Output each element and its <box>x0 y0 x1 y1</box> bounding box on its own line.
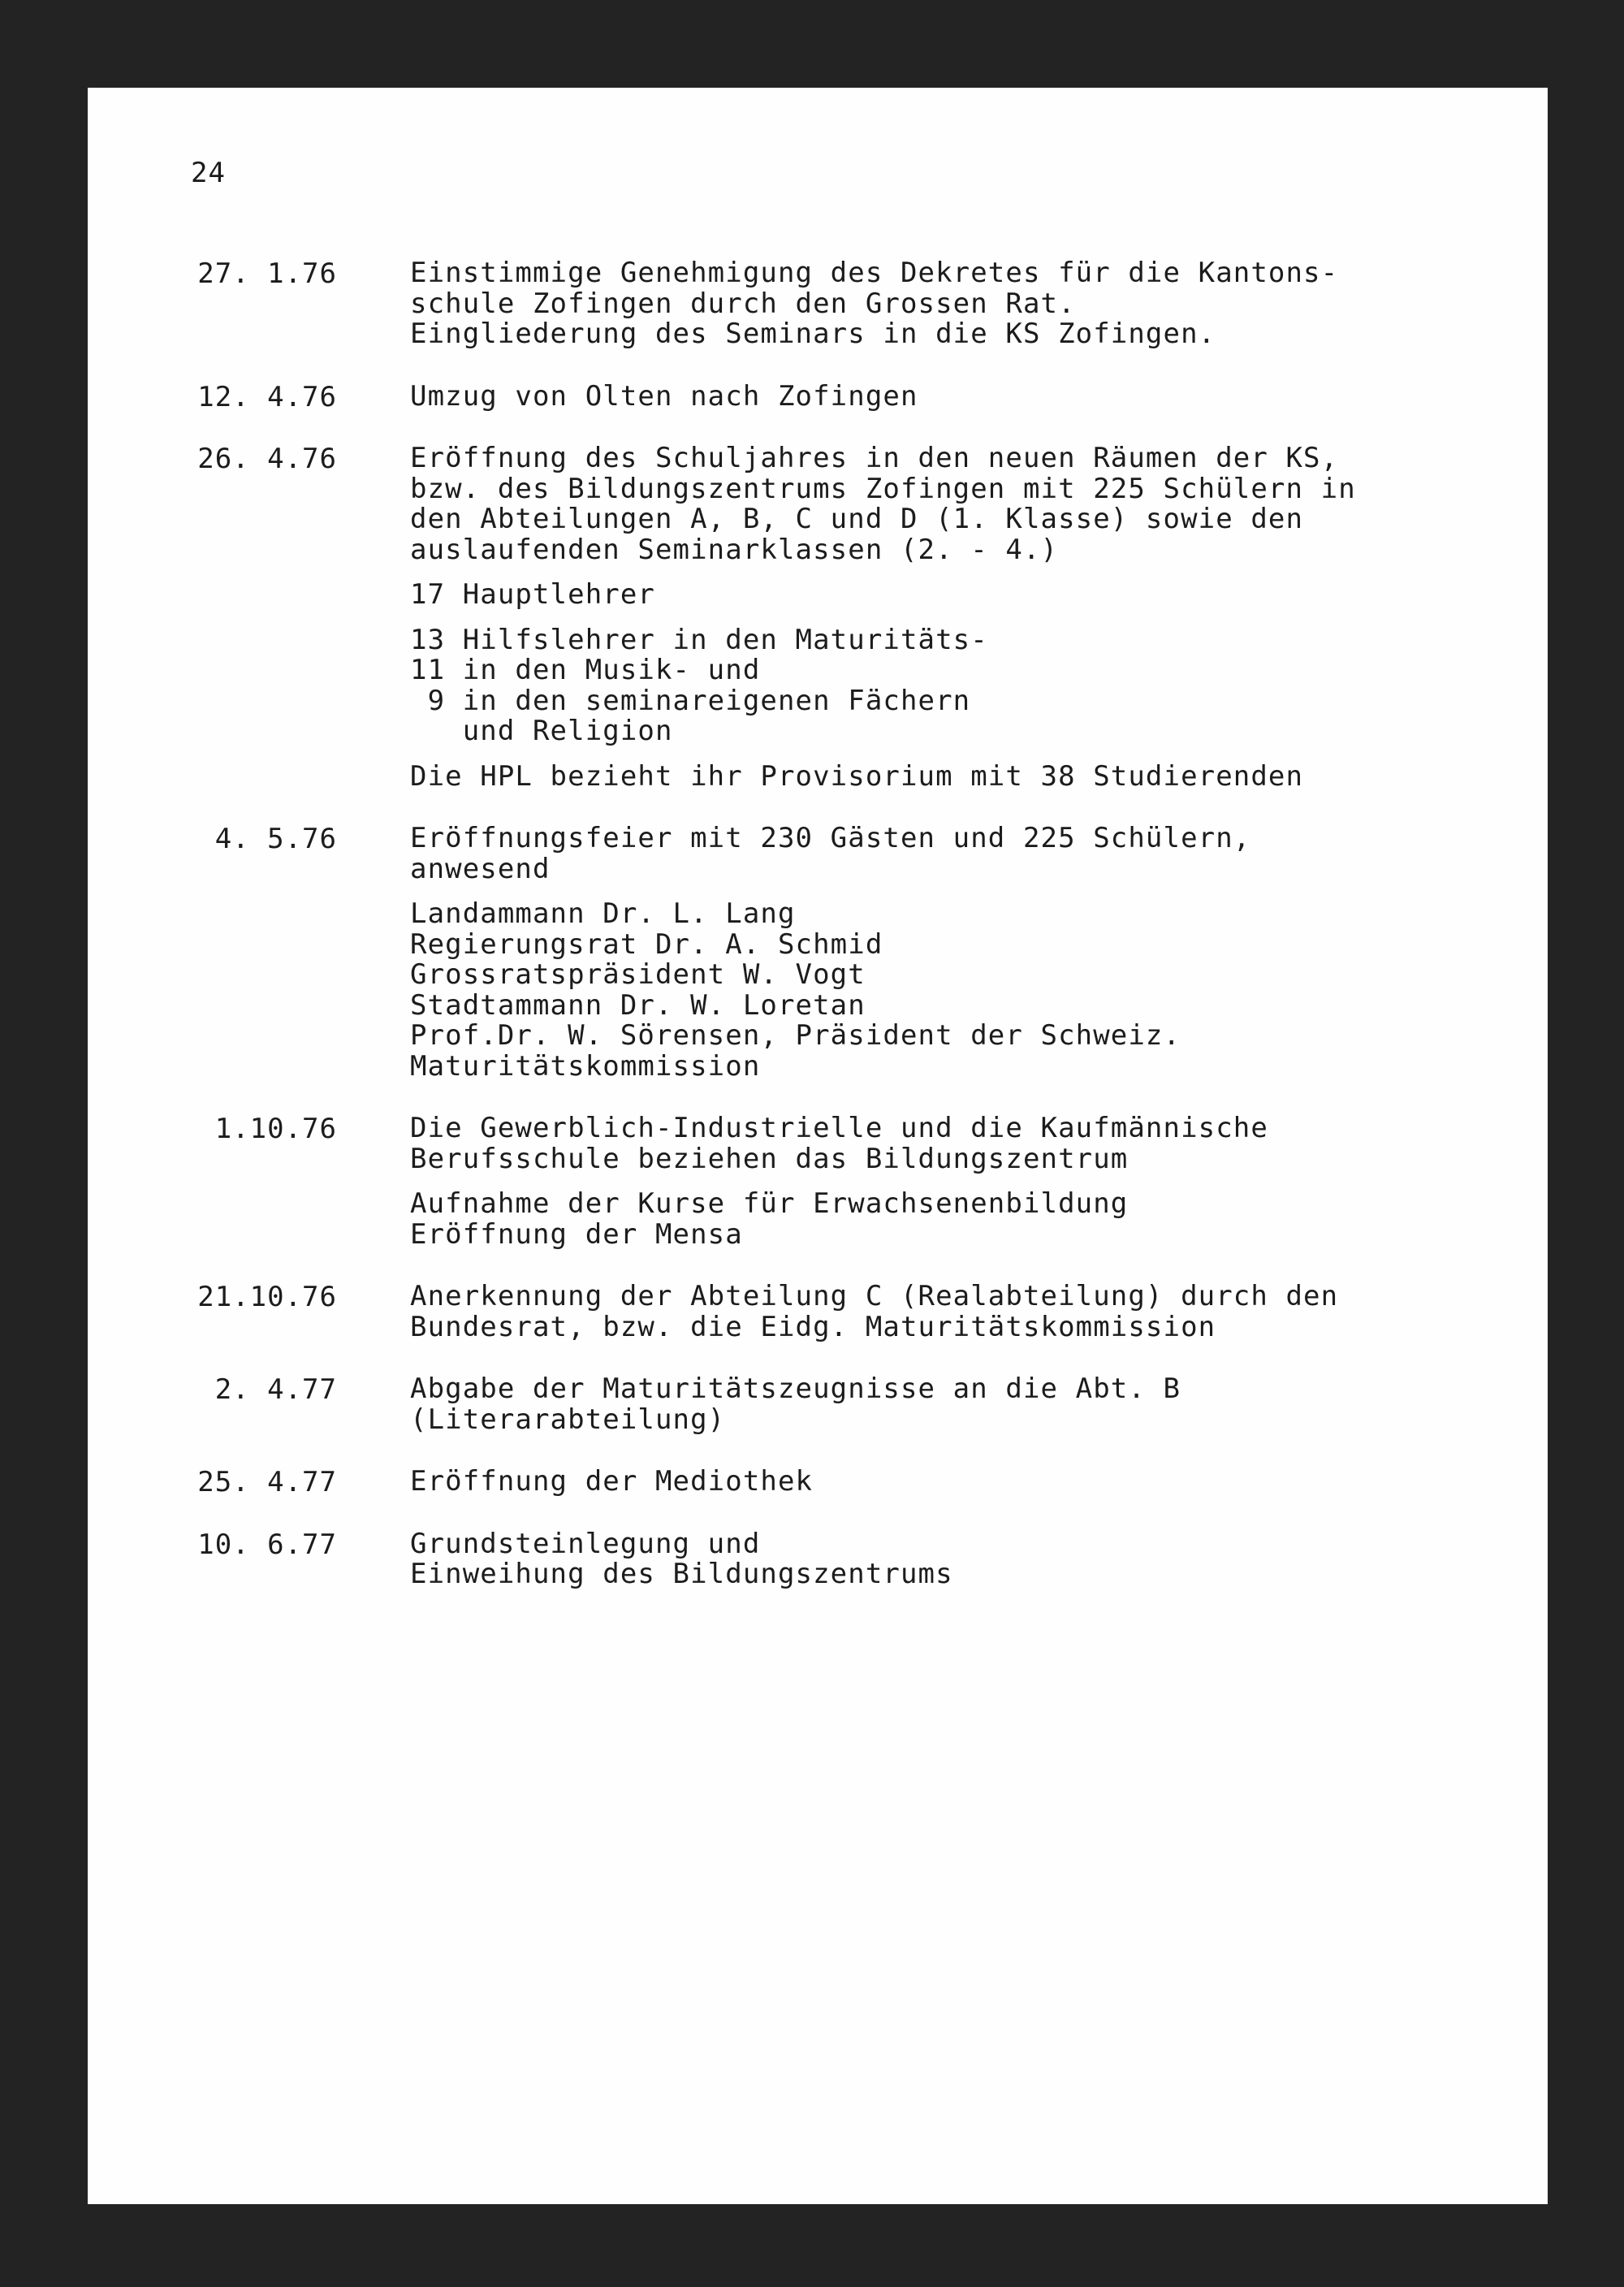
text-line: Einstimmige Genehmigung des Dekretes für die Kantons- <box>410 257 1339 289</box>
text-line: auslaufenden Seminarklassen (2. - 4.) <box>410 533 1059 566</box>
text-line: Einweihung des Bildungszentrums <box>410 1558 953 1590</box>
text-line: den Abteilungen A, B, C und D (1. Klasse) sowie den <box>410 503 1304 535</box>
text-line: Eröffnungsfeier mit 230 Gästen und 225 Schülern, <box>410 822 1251 854</box>
text-line: Eröffnung der Mensa <box>410 1217 743 1251</box>
entry-date: 2. 4.77 <box>214 1373 337 1406</box>
text-line: Grundsteinlegung und <box>410 1527 761 1560</box>
entry-paragraph <box>410 379 1506 413</box>
chronology-entry <box>191 1113 1506 1250</box>
entry-paragraph <box>410 759 1506 793</box>
entry-paragraph <box>410 824 1506 884</box>
text-line: Umzug von Olten nach Zofingen <box>410 379 918 413</box>
text-line: Regierungsrat Dr. A. Schmid <box>410 927 883 961</box>
entry-paragraph <box>410 1374 1506 1435</box>
document-page <box>88 88 1548 2204</box>
text-line: Stadtammann Dr. W. Loretan <box>410 988 866 1022</box>
text-line: Die Gewerblich-Industrielle und die Kaufmännische <box>410 1112 1268 1144</box>
entry-date: 12. 4.76 <box>197 380 337 413</box>
entry-paragraph <box>410 1467 1506 1498</box>
text-line: bzw. des Bildungszentrums Zofingen mit 225 Schülern in <box>410 472 1356 505</box>
entry-paragraph <box>410 258 1506 350</box>
entry-date: 25. 4.77 <box>197 1466 337 1498</box>
entry-paragraph <box>410 1113 1506 1174</box>
entry-text <box>410 1113 1506 1250</box>
entry-text <box>410 379 1506 413</box>
text-line: Grossratspräsident W. Vogt <box>410 958 866 991</box>
text-line: Maturitätskommission <box>410 1049 761 1083</box>
text-line: Anerkennung der Abteilung C (Realabteilung) durch den <box>410 1280 1339 1312</box>
text-line: Bundesrat, bzw. die Eidg. Maturitätskommission <box>410 1310 1216 1343</box>
entry-date: 1.10.76 <box>214 1113 337 1145</box>
entry-date: 26. 4.76 <box>197 443 337 475</box>
text-line: Die HPL bezieht ihr Provisorium mit 38 Studierenden <box>410 759 1304 793</box>
entry-date: 10. 6.77 <box>197 1528 337 1561</box>
entry-text <box>410 443 1506 792</box>
entry-text <box>410 1529 1506 1590</box>
text-line: Abgabe der Maturitätszeugnisse an die Abt. B <box>410 1373 1181 1405</box>
entry-paragraph <box>410 899 1506 1082</box>
entry-text <box>410 1374 1506 1435</box>
text-line: anwesend <box>410 852 551 885</box>
text-line: Aufnahme der Kurse für Erwachsenenbildung <box>410 1187 1129 1220</box>
text-line: Eröffnung der Mediothek <box>410 1465 814 1498</box>
page-number: 24 <box>191 157 226 189</box>
entry-paragraph <box>410 580 1506 611</box>
text-line: (Literarabteilung) <box>410 1403 726 1436</box>
text-line: schule Zofingen durch den Grossen Rat. <box>410 287 1076 320</box>
entry-paragraph <box>410 1189 1506 1250</box>
text-line: 13 Hilfslehrer in den Maturitäts- <box>410 623 988 656</box>
chronology-entry <box>191 379 1506 413</box>
chronology-entry <box>191 824 1506 1082</box>
entry-text <box>410 824 1506 1082</box>
text-line: 9 in den seminareigenen Fächern <box>410 684 971 717</box>
chronology-list <box>191 258 1506 1622</box>
text-line: Eröffnung des Schuljahres in den neuen Räumen der KS, <box>410 442 1339 474</box>
entry-text <box>410 258 1506 350</box>
chronology-entry <box>191 1374 1506 1435</box>
text-line: Landammann Dr. L. Lang <box>410 897 796 930</box>
entry-paragraph <box>410 1282 1506 1342</box>
text-line: 17 Hauptlehrer <box>410 578 655 611</box>
text-line: Berufsschule beziehen das Bildungszentrum <box>410 1142 1129 1175</box>
text-line: Eingliederung des Seminars in die KS Zofingen. <box>410 318 1216 350</box>
chronology-entry <box>191 258 1506 350</box>
entry-text <box>410 1467 1506 1498</box>
text-line: und Religion <box>410 715 673 747</box>
entry-text <box>410 1282 1506 1342</box>
chronology-entry <box>191 1282 1506 1342</box>
text-line: 11 in den Musik- und <box>410 654 761 686</box>
entry-date: 4. 5.76 <box>214 823 337 855</box>
chronology-entry <box>191 443 1506 792</box>
entry-date: 21.10.76 <box>197 1281 337 1313</box>
chronology-entry <box>191 1529 1506 1590</box>
entry-date: 27. 1.76 <box>197 257 337 290</box>
chronology-entry <box>191 1467 1506 1498</box>
entry-paragraph <box>410 443 1506 565</box>
entry-paragraph <box>410 625 1506 747</box>
text-line: Prof.Dr. W. Sörensen, Präsident der Schweiz. <box>410 1019 1181 1052</box>
entry-paragraph <box>410 1529 1506 1590</box>
